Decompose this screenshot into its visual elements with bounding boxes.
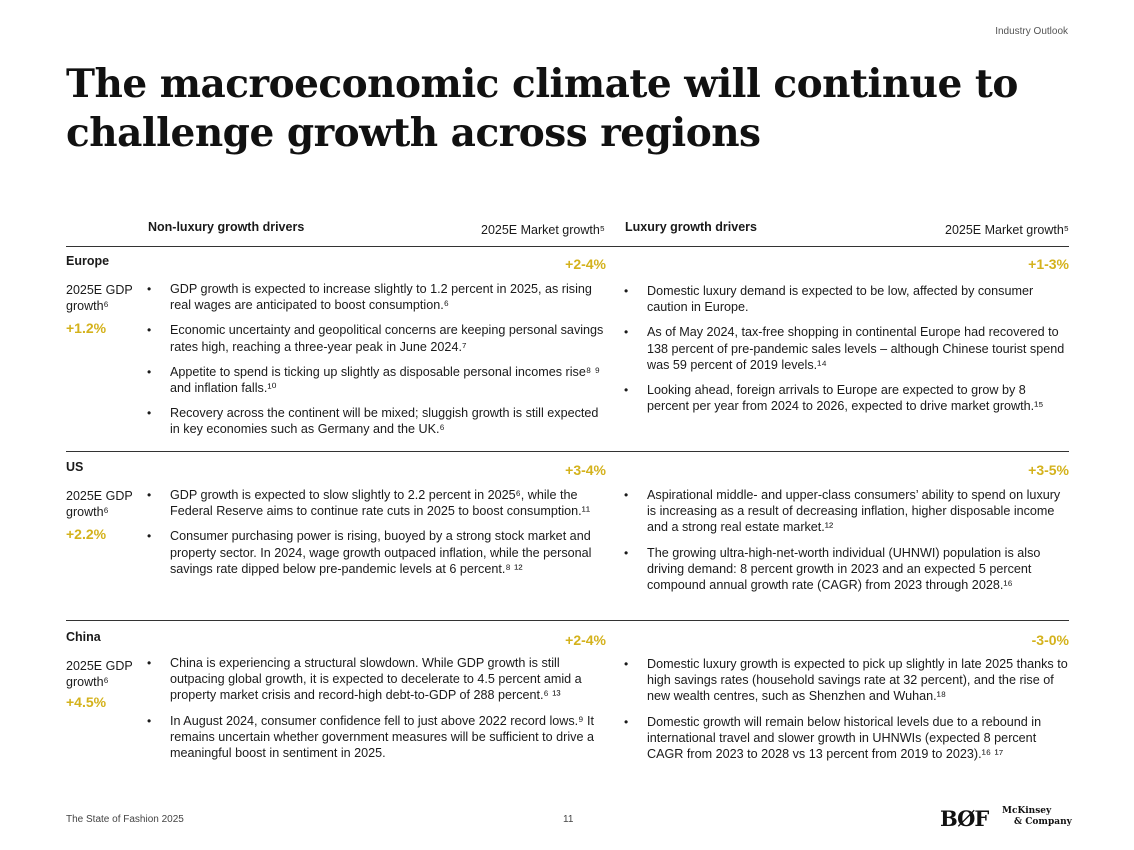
footer-publication: The State of Fashion 2025	[66, 814, 184, 825]
list-item: • GDP growth is expected to increase slightly to 1.2 percent in 2025, as rising real wages are anticipated to boost consumption.⁶	[147, 281, 607, 313]
list-item: • Domestic growth will remain below historical levels due to a rebound in international travel and slower growth in UHNWIs (expected 8 percent CAGR from 2023 to 2028 vs 13 percent from 2019 to 2023).¹⁶ ¹⁷	[624, 714, 1069, 763]
table-header	[66, 218, 1069, 246]
list-item: • The growing ultra-high-net-worth individual (UHNWI) population is also driving demand: 8 percent growth in 2023 and an expected 5 percent compound annual growth rate (CAGR) from 2023 through 2028.¹⁶	[624, 545, 1069, 594]
list-item: • Consumer purchasing power is rising, buoyed by a strong stock market and property sector. In 2024, wage growth outpaced inflation, while the personal savings rate dipped below pre-pandemic levels at 6 percent.⁸ ¹²	[147, 528, 607, 577]
non-luxury-drivers	[147, 487, 607, 586]
page-number: 11	[563, 814, 574, 825]
non-luxury-drivers	[147, 281, 607, 447]
region-name: US	[66, 460, 84, 474]
luxury-header: Luxury growth drivers	[625, 220, 757, 234]
region-row-us	[66, 454, 1069, 619]
gdp-label: 2025E GDP growth⁶	[66, 283, 133, 313]
list-item: • In August 2024, consumer confidence fell to just above 2022 record lows.⁹ It remains uncertain whether government measures will be sufficient to drive a meaningful boost in sentiment in 2025.	[147, 713, 607, 762]
gdp-label: 2025E GDP growth⁶	[66, 489, 133, 519]
region-name: China	[66, 630, 101, 644]
divider	[66, 246, 1069, 247]
list-item: • Domestic luxury growth is expected to pick up slightly in late 2025 thanks to high savings rates (household savings rate at 32 percent), and the rise of new wealth centres, such as Shenzhen and Wuhan.¹⁸	[624, 656, 1069, 705]
luxury-drivers	[624, 656, 1069, 771]
divider	[66, 451, 1069, 452]
region-name: Europe	[66, 254, 110, 268]
luxury-growth-value: +1-3%	[1028, 256, 1069, 272]
luxury-drivers	[624, 487, 1069, 602]
page-title: The macroeconomic climate will continue to challenge growth across regions	[66, 61, 1018, 156]
non-luxury-growth-value: +3-4%	[565, 462, 606, 478]
section-tag: Industry Outlook	[995, 26, 1068, 37]
non-luxury-growth-value: +2-4%	[565, 256, 606, 272]
non-luxury-drivers	[147, 655, 607, 770]
non-luxury-growth-value: +2-4%	[565, 632, 606, 648]
gdp-value: +1.2%	[66, 320, 107, 336]
list-item: • Recovery across the continent will be mixed; sluggish growth is still expected in key economies such as Germany and the UK.⁶	[147, 405, 607, 437]
list-item: • GDP growth is expected to slow slightly to 2.2 percent in 2025⁶, while the Federal Reserve aims to continue rate cuts in 2025 to boost consumption.¹¹	[147, 487, 607, 519]
list-item: • As of May 2024, tax-free shopping in continental Europe had recovered to 138 percent of pre-pandemic sales levels – although Chinese tourist spend was 59 percent of 2019 levels.¹⁴	[624, 324, 1069, 373]
luxury-growth-header: 2025E Market growth⁵	[945, 223, 1069, 237]
list-item: • Economic uncertainty and geopolitical concerns are keeping personal savings rates high, reaching a three-year peak in June 2024.⁷	[147, 322, 607, 354]
gdp-value: +4.5%	[66, 694, 107, 710]
bof-logo: BØF	[940, 806, 989, 831]
list-item: • Looking ahead, foreign arrivals to Europe are expected to grow by 8 percent per year from 2024 to 2026, expected to drive market growth.¹⁵	[624, 382, 1069, 414]
region-row-china	[66, 624, 1069, 794]
mckinsey-logo-line: & Company	[1014, 817, 1072, 827]
region-row-europe	[66, 248, 1069, 450]
non-luxury-growth-header: 2025E Market growth⁵	[481, 223, 605, 237]
list-item: • Aspirational middle- and upper-class consumers’ ability to spend on luxury is increasing as a result of decreasing inflation, higher disposable income and a strong real estate market.¹²	[624, 487, 1069, 536]
list-item: • Domestic luxury demand is expected to be low, affected by consumer caution in Europe.	[624, 283, 1069, 315]
luxury-growth-value: +3-5%	[1028, 462, 1069, 478]
luxury-growth-value: -3-0%	[1031, 632, 1069, 648]
mckinsey-logo-line: McKinsey	[1002, 806, 1052, 816]
gdp-value: +2.2%	[66, 526, 107, 542]
mckinsey-logo	[1002, 806, 1072, 828]
gdp-label: 2025E GDP growth⁶	[66, 659, 133, 689]
non-luxury-header: Non-luxury growth drivers	[148, 220, 305, 234]
list-item: • Appetite to spend is ticking up slightly as disposable personal incomes rise⁸ ⁹ and inflation falls.¹⁰	[147, 364, 607, 396]
list-item: • China is experiencing a structural slowdown. While GDP growth is still outpacing global growth, it is expected to decelerate to 4.5 percent amid a property market crisis and record-high debt-to-GDP of 288 percent.⁶ ¹³	[147, 655, 607, 704]
divider	[66, 620, 1069, 621]
luxury-drivers	[624, 283, 1069, 423]
